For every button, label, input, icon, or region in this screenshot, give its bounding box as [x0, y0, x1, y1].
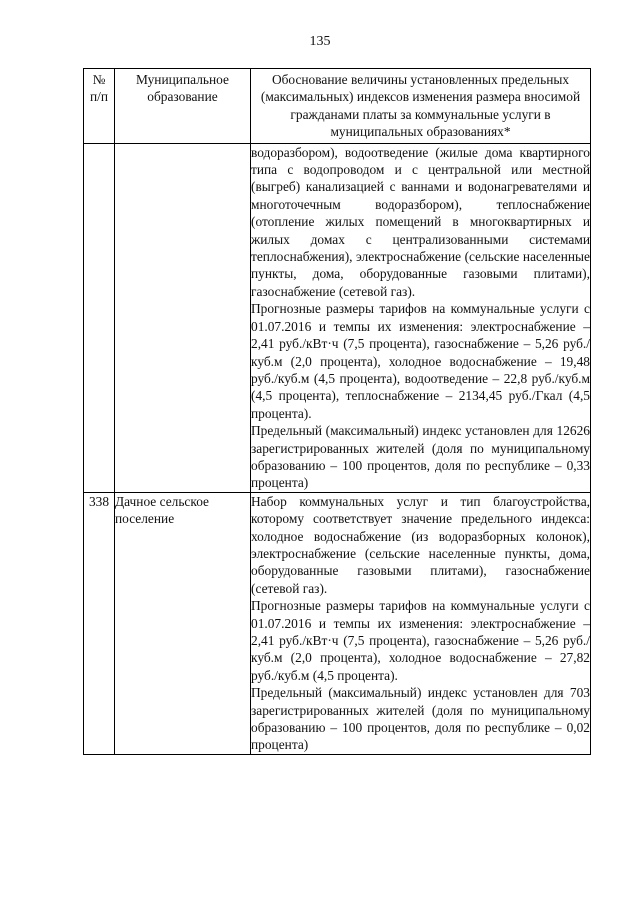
- row-municipality: Дачное сельское поселение: [115, 492, 251, 754]
- paragraph: Предельный (максимальный) индекс установлен для 12626 зарегистрированных жителей (доля по муниципальному образованию – 100 процентов, доля по республике – 0,33 процента): [251, 423, 590, 491]
- row-municipality: [115, 143, 251, 492]
- table-row: [84, 143, 591, 492]
- table-row: [84, 492, 591, 754]
- paragraph: Прогнозные размеры тарифов на коммунальные услуги с 01.07.2016 и темпы их изменения: электроснабжение – 2,41 руб./кВт·ч (7,5 процента), газоснабжение – 5,26 руб./куб.м (2,0 процента), холодное водоснабжение – 27,82 руб./куб.м (4,5 процента).: [251, 598, 590, 683]
- paragraph: Предельный (максимальный) индекс установлен для 703 зарегистрированных жителей (доля по муниципальному образованию – 100 процентов, доля по республике – 0,02 процента): [251, 685, 590, 753]
- header-number: № п/п: [84, 69, 115, 144]
- header-municipality: Муниципальное образование: [115, 69, 251, 144]
- row-justification: [251, 143, 591, 492]
- tariff-index-table: [83, 68, 591, 755]
- paragraph: Прогнозные размеры тарифов на коммунальные услуги с 01.07.2016 и темпы их изменения: электроснабжение – 2,41 руб./кВт·ч (7,5 процента), газоснабжение – 5,26 руб./куб.м (2,0 процента), холодное водоснабжение – 19,48 руб./куб.м (4,5 процента), водоотведение – 22,8 руб./куб.м (4,5 процента), теплоснабжение – 2134,45 руб./Гкал (4,5 процента).: [251, 301, 590, 421]
- page-number: 135: [309, 34, 331, 49]
- paragraph: Набор коммунальных услуг и тип благоустройства, которому соответствует значение предельного индекса: холодное водоснабжение (из водоразборных колонок), электроснабжение (сельские населенные пункты, дома, оборудованные газовыми плитами), газоснабжение (сетевой газ).: [251, 493, 590, 596]
- row-number: [84, 143, 115, 492]
- table-header-row: [84, 69, 591, 144]
- header-justification: Обоснование величины установленных предельных (максимальных) индексов изменения размера вносимой гражданами платы за коммунальные услуги в муниципальных образованиях*: [251, 69, 591, 144]
- row-justification: [251, 492, 591, 754]
- row-number: 338: [84, 492, 115, 754]
- paragraph: водоразбором), водоотведение (жилые дома квартирного типа с водопроводом и с центральной или местной (выгреб) канализацией с ваннами и водонагревателями и многоточечным водоразбором), теплоснабжение (отопление жилых помещений в многоквартирных и жилых домах с централизованными системами теплоснабжения), электроснабжение (сельские населенные пункты, дома, оборудованные газовыми плитами), газоснабжение (сетевой газ).: [251, 144, 590, 299]
